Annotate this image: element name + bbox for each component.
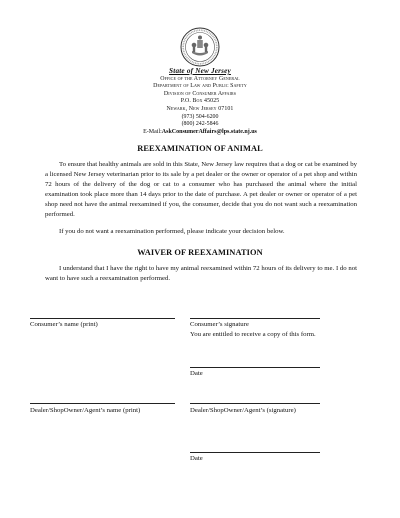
consumer-signature-label: Consumer’s signature xyxy=(190,321,249,328)
instruction-text: If you do not want a reexamination performed, please indicate your decision below. xyxy=(59,228,285,235)
dealer-signature-label: Dealer/ShopOwner/Agent’s (signature) xyxy=(190,407,296,414)
dealer-name-label: Dealer/ShopOwner/Agent’s name (print) xyxy=(30,407,141,414)
dealer-signature-line[interactable] xyxy=(190,403,320,404)
waiver-paragraph xyxy=(45,264,357,284)
consumer-name-line[interactable] xyxy=(30,318,175,319)
office-name: Office of the Attorney General xyxy=(160,75,240,82)
email-line xyxy=(0,129,400,137)
instruction-paragraph xyxy=(45,227,357,237)
city-address: Newark, New Jersey 07101 xyxy=(166,105,234,112)
phone-primary: (973) 504-6200 xyxy=(181,113,219,120)
state-name: State of New Jersey xyxy=(169,67,231,75)
phone-secondary: (800) 242-5846 xyxy=(181,121,219,128)
waiver-text: I understand that I have the right to have my animal reexamined within 72 hours of its delivery to me. I do not want to have such a reexamination performed. xyxy=(45,265,357,282)
state-seal-icon xyxy=(180,27,220,67)
consumer-date-line[interactable] xyxy=(190,367,320,368)
dealer-date-line[interactable] xyxy=(190,452,320,453)
department-name: Department of Law and Public Safety xyxy=(153,83,247,90)
po-box: P.O. Box 45025 xyxy=(180,98,220,105)
letterhead xyxy=(0,68,400,136)
dealer-name-line[interactable] xyxy=(30,403,175,404)
email-prefix: E-Mail: xyxy=(143,128,162,135)
section-title-reexamination: REEXAMINATION OF ANIMAL xyxy=(137,144,263,153)
consumer-date-label: Date xyxy=(190,370,203,377)
copy-note: You are entitled to receive a copy of this form. xyxy=(190,331,316,338)
consumer-name-label: Consumer’s name (print) xyxy=(30,321,98,328)
reexamination-text: To ensure that healthy animals are sold in this State, New Jersey law requires that a dog or cat be examined by a licensed New Jersey veterinarian prior to its sale by a pet dealer or the owner or operator of a pet shop and within 72 hours of the delivery of the dog or cat to a consumer who has purchased the animal where the initial examination took place more than 14 days prior to the date of purchase. A pet dealer or owner or operator of a pet shop need not have the animal reexamined if you, the consumer, decide that you do not want such a reexamination performed. xyxy=(45,161,357,218)
section-title-waiver: WAIVER OF REEXAMINATION xyxy=(137,248,263,257)
dealer-date-label: Date xyxy=(190,455,203,462)
consumer-signature-line[interactable] xyxy=(190,318,320,319)
reexamination-paragraph xyxy=(45,160,357,220)
division-name: Division of Consumer Affairs xyxy=(163,90,237,97)
email-address: AskConsumerAffairs@lps.state.nj.us xyxy=(161,128,257,135)
